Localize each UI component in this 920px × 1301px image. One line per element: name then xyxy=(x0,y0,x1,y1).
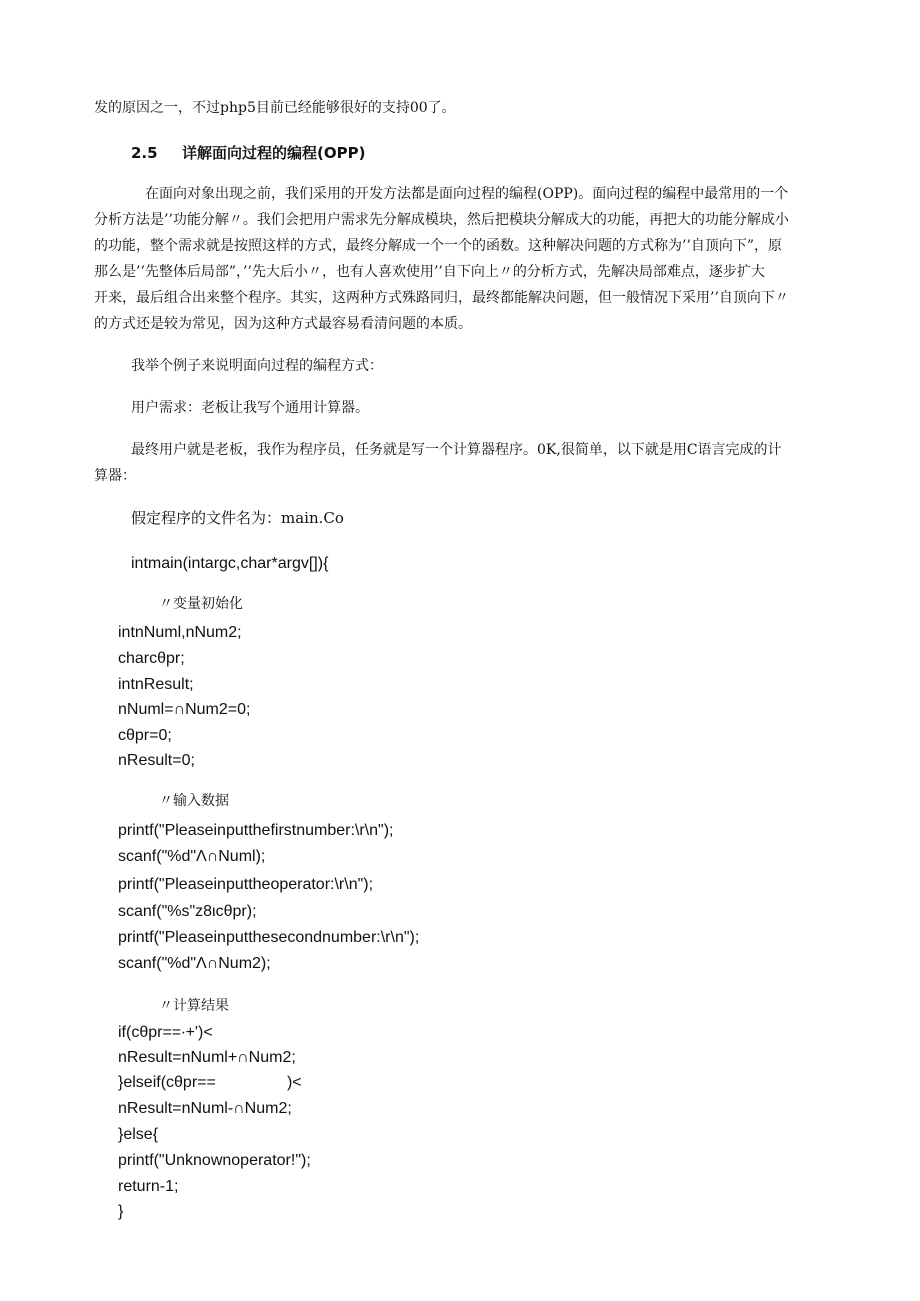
code-line: nResult=0; xyxy=(118,752,195,769)
code-line: scanf("%s"z8ιcθpr); xyxy=(118,903,257,920)
main-signature: intmain(intargc,char*argv[]){ xyxy=(131,555,329,572)
code-line: printf("Pleaseinputthesecondnumber:\r\n"); xyxy=(118,929,420,946)
section-title: 详解面向过程的编程(OPP) xyxy=(182,144,366,162)
code-line: }elseif(cθpr== )< xyxy=(118,1074,302,1091)
section-number: 2.5 xyxy=(131,144,158,162)
paragraph-line: 算器： xyxy=(94,468,136,484)
code-line: intnNuml,nNum2; xyxy=(118,624,242,641)
paragraph-line: 在面向对象出现之前，我们采用的开发方法都是面向过程的编程(OPP)。面向过程的编程中最常用的一个 xyxy=(145,186,789,202)
code-line: nResult=nNuml+∩Num2; xyxy=(118,1049,296,1066)
code-line: if(cθpr==∙+')< xyxy=(118,1024,213,1041)
code-line: cθpr=0; xyxy=(118,727,172,744)
comment-init: 〃变量初始化 xyxy=(159,596,243,612)
requirement-line: 用户需求：老板让我写个通用计算器。 xyxy=(131,400,369,416)
code-line: scanf("%d"Λ∩Num2); xyxy=(118,955,271,972)
code-line: nResult=nNuml-∩Num2; xyxy=(118,1100,292,1117)
code-line: } xyxy=(118,1203,124,1220)
code-line: nNuml=∩Num2=0; xyxy=(118,701,251,718)
comment-calc: 〃计算结果 xyxy=(159,998,229,1014)
paragraph-line: 的功能，整个需求就是按照这样的方式，最终分解成一个一个的函数。这种解决问题的方式称为’’自顶向下”，原 xyxy=(94,238,783,254)
paragraph-line: 最终用户就是老板，我作为程序员，任务就是写一个计算器程序。0K,很简单，以下就是用C语言完成的计 xyxy=(131,442,782,458)
example-intro: 我举个例子来说明面向过程的编程方式： xyxy=(131,358,383,374)
code-line: charcθpr; xyxy=(118,650,185,667)
code-line: printf("Pleaseinputthefirstnumber:\r\n"); xyxy=(118,822,394,839)
comment-input: 〃输入数据 xyxy=(159,793,229,809)
paragraph-line: 那么是’’先整体后局部”，’’先大后小〃，也有人喜欢使用’’自下向上〃的分析方式，先解决局部难点，逐步扩大 xyxy=(94,264,765,280)
code-line: printf("Pleaseinputtheoperator:\r\n"); xyxy=(118,876,374,893)
code-line: }else{ xyxy=(118,1126,159,1143)
code-line: scanf("%d"Λ∩Numl); xyxy=(118,848,266,865)
code-line: return-1; xyxy=(118,1178,179,1195)
filename-line: 假定程序的文件名为：main.Co xyxy=(131,509,344,527)
paragraph-line: 分析方法是’’功能分解〃。我们会把用户需求先分解成模块，然后把模块分解成大的功能，再把大的功能分解成小 xyxy=(94,212,789,228)
section-heading xyxy=(131,143,366,163)
paragraph-line: 的方式还是较为常见，因为这种方式最容易看清问题的本质。 xyxy=(94,316,472,332)
code-line: intnResult; xyxy=(118,676,194,693)
intro-line: 发的原因之一，不过php5目前已经能够很好的支持00了。 xyxy=(94,100,456,116)
code-line: printf("Unknownoperator!"); xyxy=(118,1152,311,1169)
paragraph-line: 开来，最后组合出来整个程序。其实，这两种方式殊路同归，最终都能解决问题，但一般情况下采用’’自顶向下〃 xyxy=(94,290,789,306)
